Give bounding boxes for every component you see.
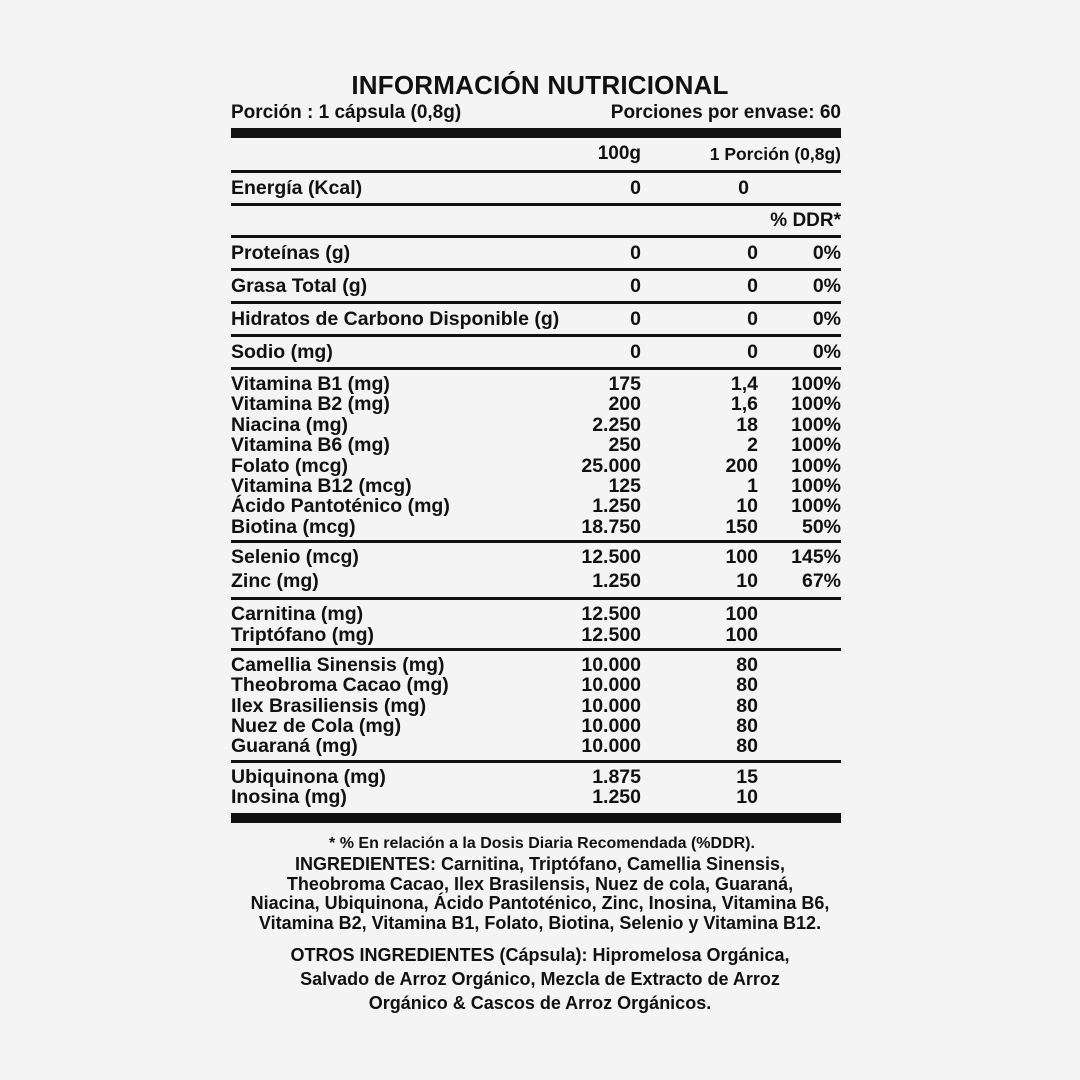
ingredients-line: Niacina, Ubiquinona, Ácido Pantoténico, Zinc, Inosina, Vitamina B6, <box>250 893 830 913</box>
value-per-100g: 10.000 <box>581 674 641 697</box>
value-ddr: 0% <box>812 241 841 264</box>
energy-row <box>231 173 841 203</box>
value-per-portion: 18 <box>736 413 758 436</box>
value-per-portion: 80 <box>736 653 758 676</box>
value-per-portion: 10 <box>736 786 758 809</box>
nutrient-name: Theobroma Cacao (mg) <box>231 674 449 697</box>
nutrient-row <box>231 415 841 435</box>
value-per-100g: 1.250 <box>592 569 641 592</box>
nutrient-name: Vitamina B12 (mcg) <box>231 474 412 497</box>
value-ddr: 145% <box>791 546 841 569</box>
value-ddr: 100% <box>791 434 841 457</box>
header-100g: 100g <box>597 143 641 164</box>
nutrient-row <box>231 655 841 675</box>
nutrient-row <box>231 736 841 756</box>
ingredients-list <box>200 855 880 933</box>
value-per-100g: 12.500 <box>581 623 641 646</box>
value-per-100g: 1.875 <box>592 765 641 788</box>
value-per-100g: 2.250 <box>592 413 641 436</box>
value-per-portion: 150 <box>725 515 758 538</box>
value-per-100g: 12.500 <box>581 603 641 626</box>
value-per-100g: 10.000 <box>581 694 641 717</box>
value-ddr: 100% <box>791 474 841 497</box>
value-per-100g: 175 <box>608 373 641 395</box>
other-compounds-section <box>231 763 841 811</box>
nutrient-name: Hidratos de Carbono Disponible (g) <box>231 307 560 330</box>
nutrient-row <box>231 374 841 394</box>
value-ddr: 0% <box>812 307 841 330</box>
value-per-100g: 1.250 <box>592 786 641 809</box>
header-ddr: % DDR* <box>770 209 841 231</box>
ingredients-line: Theobroma Cacao, Ilex Brasilensis, Nuez de cola, Guaraná, <box>286 873 794 894</box>
value-per-portion: 80 <box>736 715 758 738</box>
value-per-100g: 1.250 <box>592 495 641 518</box>
serving-size: Porción : 1 cápsula (0,8g) <box>231 102 462 123</box>
value-per-portion: 0 <box>747 307 758 330</box>
other-ingredients-list <box>200 943 880 1015</box>
nutrient-name: Vitamina B1 (mg) <box>231 373 390 395</box>
amino-acids-section <box>231 600 841 648</box>
macronutrients-section <box>231 238 841 370</box>
nutrient-row <box>231 496 841 516</box>
value-per-portion: 1 <box>747 474 758 497</box>
nutrient-name: Triptófano (mg) <box>231 623 374 646</box>
nutrient-name: Niacina (mg) <box>231 413 349 436</box>
ingredients-line: Orgánico & Cascos de Arroz Orgánicos. <box>368 993 712 1013</box>
nutrient-row <box>231 767 841 787</box>
nutrient-name: Guaraná (mg) <box>231 735 358 758</box>
value-per-100g: 0 <box>630 307 641 330</box>
value-per-portion: 0 <box>747 241 758 264</box>
nutrient-row <box>231 271 841 301</box>
value-per-100g: 12.500 <box>581 546 641 569</box>
nutrient-name: Energía (Kcal) <box>231 176 363 199</box>
value-per-portion: 15 <box>736 765 758 788</box>
nutrient-name: Grasa Total (g) <box>231 274 368 297</box>
value-ddr: 100% <box>791 495 841 518</box>
nutrient-name: Proteínas (g) <box>231 241 351 264</box>
value-ddr: 100% <box>791 454 841 477</box>
nutrient-row <box>231 337 841 367</box>
value-per-100g: 200 <box>608 393 641 416</box>
value-ddr: 0% <box>812 274 841 297</box>
nutrient-name: Folato (mcg) <box>231 454 348 477</box>
value-ddr: 0% <box>812 340 841 363</box>
ingredients-line: Salvado de Arroz Orgánico, Mezcla de Extracto de Arroz <box>300 969 780 989</box>
servings-per-container: Porciones por envase: 60 <box>610 102 841 123</box>
nutrient-row <box>231 696 841 716</box>
ddr-footnote: * % En relación a la Dosis Diaria Recomendada (%DDR). <box>329 834 755 852</box>
nutrient-name: Inosina (mg) <box>231 786 347 809</box>
serving-info <box>231 102 841 124</box>
value-per-100g: 0 <box>630 176 641 199</box>
value-per-portion: 0 <box>747 274 758 297</box>
value-per-100g: 10.000 <box>581 715 641 738</box>
ddr-header-row <box>231 206 841 235</box>
nutrient-row <box>231 625 841 645</box>
botanicals-section <box>231 651 841 760</box>
divider-thick <box>231 128 841 138</box>
nutrient-row <box>231 604 841 624</box>
nutrient-row <box>231 675 841 695</box>
value-per-100g: 18.750 <box>581 515 641 538</box>
minerals-section <box>231 543 841 597</box>
value-per-portion: 0 <box>738 176 749 199</box>
value-per-100g: 0 <box>630 274 641 297</box>
nutrient-name: Camellia Sinensis (mg) <box>231 653 445 676</box>
value-ddr: 50% <box>801 515 841 538</box>
nutrient-name: Biotina (mcg) <box>231 515 356 538</box>
value-per-portion: 10 <box>736 495 758 518</box>
value-ddr: 67% <box>801 569 841 592</box>
nutrient-row <box>231 476 841 496</box>
nutrient-row <box>231 716 841 736</box>
value-ddr: 100% <box>791 373 841 395</box>
value-per-portion: 80 <box>736 694 758 717</box>
ingredients-block <box>200 855 880 1015</box>
value-per-portion: 200 <box>725 454 758 477</box>
nutrient-name: Vitamina B6 (mg) <box>231 434 390 457</box>
nutrient-row <box>231 435 841 455</box>
label-title: INFORMACIÓN NUTRICIONAL <box>351 70 729 100</box>
value-per-100g: 0 <box>630 241 641 264</box>
nutrient-name: Ilex Brasiliensis (mg) <box>231 694 427 717</box>
value-ddr: 100% <box>791 393 841 416</box>
value-per-portion: 100 <box>725 546 758 569</box>
nutrient-name: Vitamina B2 (mg) <box>231 393 390 416</box>
nutrient-row <box>231 456 841 476</box>
nutrient-row <box>231 570 841 594</box>
nutrient-row <box>231 517 841 537</box>
value-per-100g: 10.000 <box>581 653 641 676</box>
value-per-100g: 25.000 <box>581 454 641 477</box>
value-per-portion: 80 <box>736 674 758 697</box>
value-per-portion: 2 <box>747 434 758 457</box>
nutrient-name: Zinc (mg) <box>231 569 319 592</box>
nutrient-row <box>231 787 841 807</box>
value-per-portion: 10 <box>736 569 758 592</box>
ingredients-line: INGREDIENTES: Carnitina, Triptófano, Camellia Sinensis, <box>294 854 786 874</box>
nutrient-name: Nuez de Cola (mg) <box>231 715 402 738</box>
nutrient-name: Carnitina (mg) <box>231 603 364 626</box>
value-per-100g: 10.000 <box>581 735 641 758</box>
nutrient-row <box>231 546 841 570</box>
nutrient-name: Ubiquinona (mg) <box>231 765 386 788</box>
header-portion: 1 Porción (0,8g) <box>709 143 841 164</box>
column-header-row <box>231 138 841 170</box>
value-per-portion: 100 <box>725 603 758 626</box>
nutrient-row <box>231 394 841 414</box>
nutrient-name: Sodio (mg) <box>231 340 333 363</box>
vitamins-section <box>231 370 841 540</box>
ingredients-line: OTROS INGREDIENTES (Cápsula): Hipromelosa Orgánica, <box>290 945 790 965</box>
ingredients-line: Vitamina B2, Vitamina B1, Folato, Biotina, Selenio y Vitamina B12. <box>258 912 822 933</box>
value-per-portion: 100 <box>725 623 758 646</box>
value-per-portion: 1,4 <box>730 373 758 395</box>
value-per-portion: 80 <box>736 735 758 758</box>
nutrition-facts-panel <box>231 70 841 853</box>
divider-thick <box>231 813 841 823</box>
nutrient-name: Selenio (mcg) <box>231 546 359 569</box>
value-per-100g: 250 <box>608 434 641 457</box>
nutrient-name: Ácido Pantoténico (mg) <box>231 495 450 518</box>
nutrient-row <box>231 238 841 268</box>
value-per-100g: 0 <box>630 340 641 363</box>
value-per-portion: 0 <box>747 340 758 363</box>
nutrient-row <box>231 304 841 334</box>
value-per-100g: 125 <box>608 474 641 497</box>
value-ddr: 100% <box>791 413 841 436</box>
value-per-portion: 1,6 <box>730 393 758 416</box>
